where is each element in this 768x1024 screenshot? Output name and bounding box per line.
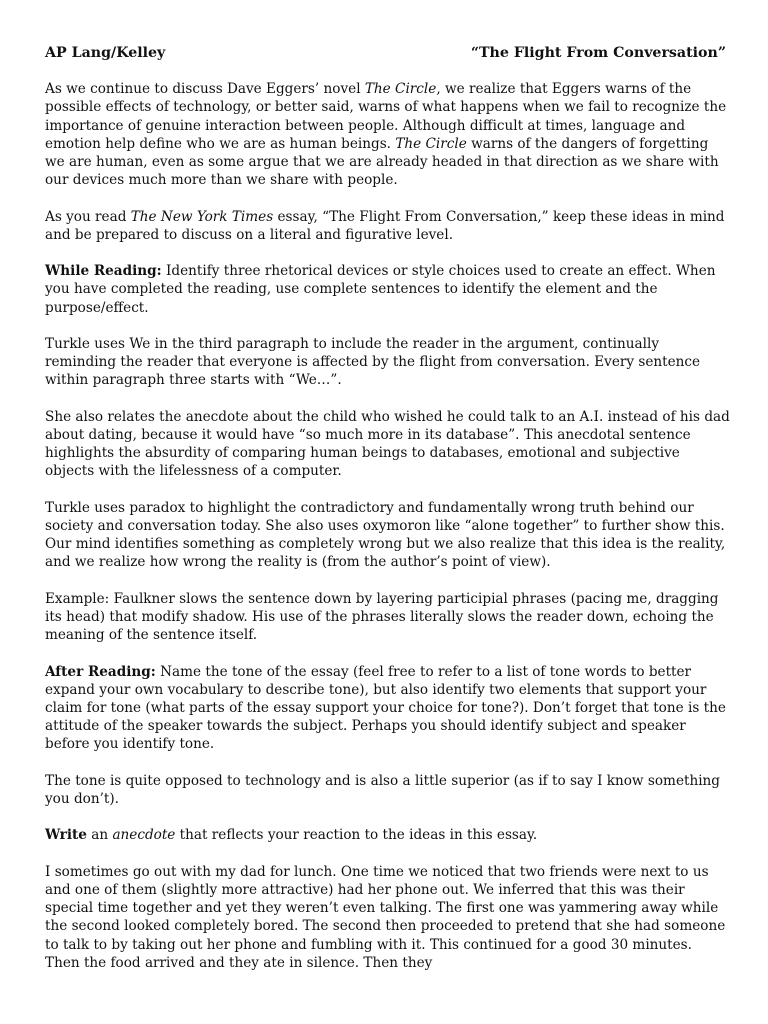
write-prompt: Write an anecdote that reflects your reaction to the ideas in this essay. bbox=[45, 827, 538, 844]
course-label: AP Lang/Kelley bbox=[45, 45, 166, 61]
document-page bbox=[45, 44, 730, 990]
response-paragraph: She also relates the anecdote about the child who wished he could talk to an A.I. instead of his dad about dating, because it would have “so much more in its database”. This anecdotal sentence highlights the absurdity of comparing human beings to databases, emotional and subjective objects with the lifelessness of a computer. bbox=[45, 408, 730, 480]
reading-instruction-paragraph: As you read The New York Times essay, “The Flight From Conversation,” keep these ideas in mind and be prepared to discuss on a literal and figurative level. bbox=[45, 208, 725, 243]
after-reading-label: After Reading: bbox=[45, 663, 156, 680]
response-paragraph: Turkle uses We in the third paragraph to include the reader in the argument, continually reminding the reader that everyone is affected by the flight from conversation. Every sentence within paragraph three starts with “We…”. bbox=[45, 336, 701, 389]
document-header bbox=[45, 44, 730, 62]
response-paragraph: Turkle uses paradox to highlight the contradictory and fundamentally wrong truth behind our society and conversation today. She also uses oxymoron like “alone together” to further show this. Our mind identifies something as completely wrong but we also realize that this idea is the reality, and we realize how wrong the reality is (from the author’s point of view). bbox=[45, 499, 726, 571]
while-reading-prompt: While Reading: Identify three rhetorical devices or style choices used to create an effect. When you have completed the reading, use complete sentences to identify the element and the purpose/effect. bbox=[45, 263, 716, 316]
essay-title: “The Flight From Conversation” bbox=[470, 45, 726, 61]
response-paragraph: Example: Faulkner slows the sentence down by layering participial phrases (pacing me, dragging its head) that modify shadow. His use of the phrases literally slows the reader down, echoing the meaning of the sentence itself. bbox=[45, 590, 719, 644]
tone-response: The tone is quite opposed to technology and is also a little superior (as if to say I know something you don’t). bbox=[45, 772, 721, 807]
while-reading-label: While Reading: bbox=[45, 263, 162, 280]
intro-paragraph: As we continue to discuss Dave Eggers’ novel The Circle, we realize that Eggers warns of the possible effects of technology, or better said, warns of what happens when we fail to recognize the importance of genuine interaction between people. Although difficult at times, language and emotion help define who we are as human beings. The Circle warns of the dangers of forgetting we are human, even as some argue that we are already headed in that direction as we share with our devices much more than we share with people. bbox=[45, 81, 727, 189]
anecdote-response: I sometimes go out with my dad for lunch. One time we noticed that two friends were next to us and one of them (slightly more attractive) had her phone out. We inferred that this was their special time together and yet they weren’t even talking. The first one was yammering away while the second looked completely bored. The second then proceeded to pretend that she had someone to talk to by taking out her phone and fumbling with it. This continued for a good 30 minutes. Then the food arrived and they ate in silence. Then they bbox=[45, 863, 726, 971]
after-reading-prompt: After Reading: Name the tone of the essay (feel free to refer to a list of tone words to better expand your own vocabulary to describe tone), but also identify two elements that support your claim for tone (what parts of the essay support your choice for tone?). Don’t forget that tone is the attitude of the speaker towards the subject. Perhaps you should identify subject and speaker before you identify tone. bbox=[45, 663, 726, 753]
write-label: Write bbox=[45, 827, 87, 844]
